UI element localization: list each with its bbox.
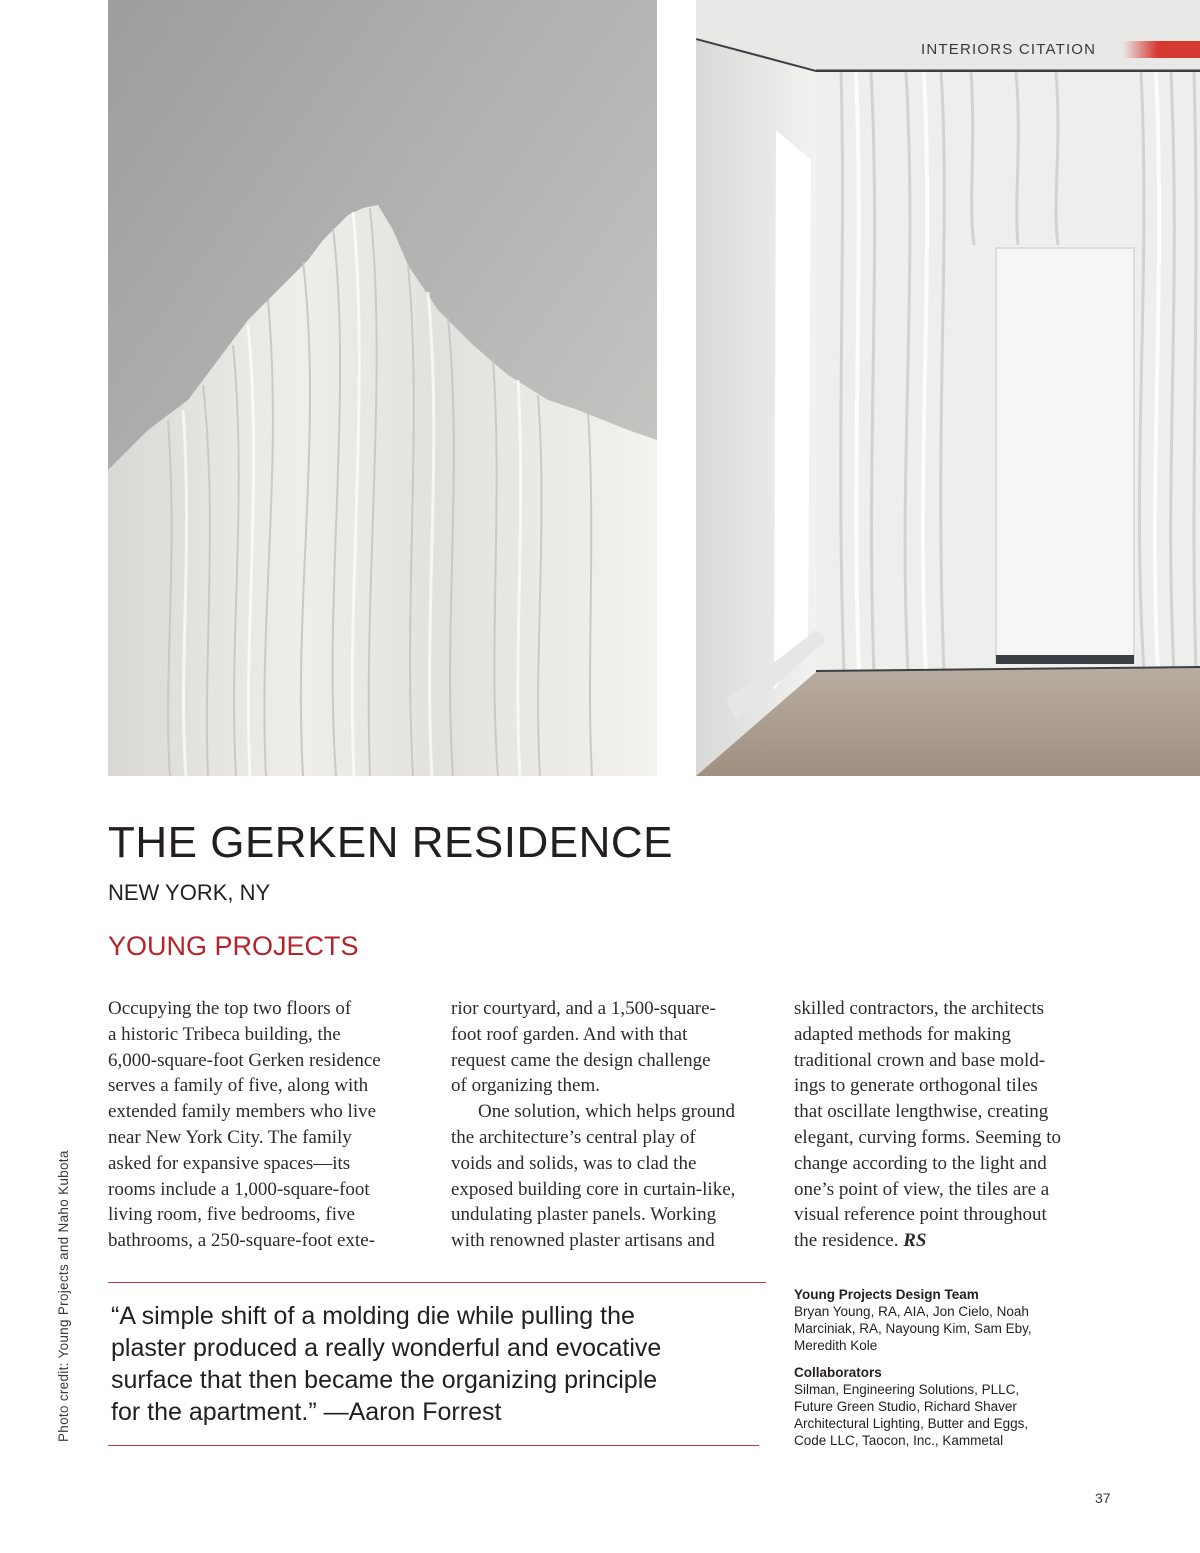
body-line: exposed building core in curtain-like, [451, 1178, 736, 1200]
body-line: extended family members who live [108, 1101, 377, 1123]
pull-quote-bottom-rule [108, 1445, 759, 1446]
body-line: undulating plaster panels. Working [451, 1204, 717, 1226]
credit-line: Meredith Kole [794, 1338, 878, 1353]
body-column-2 [451, 996, 771, 1254]
article-title: THE GERKEN RESIDENCE [108, 818, 673, 867]
body-column-3 [794, 996, 1104, 1254]
body-line: that oscillate lengthwise, creating [794, 1101, 1049, 1123]
body-line: rior courtyard, and a 1,500-square- [451, 998, 716, 1019]
body-line: skilled contractors, the architects [794, 998, 1045, 1019]
author-signoff: RS [903, 1230, 927, 1252]
body-line: with renowned plaster artisans and [451, 1230, 715, 1252]
credit-line: Architectural Lighting, Butter and Eggs, [794, 1416, 1029, 1431]
pull-quote-line: plaster produced a really wonderful and evocative [111, 1334, 662, 1362]
design-team-credits [794, 1286, 1032, 1354]
body-line: living room, five bedrooms, five [108, 1204, 355, 1226]
credit-line: Code LLC, Taocon, Inc., Kammetal [794, 1433, 1004, 1448]
photo-credit: Photo credit: Young Projects and Naho Kubota [56, 1150, 71, 1442]
collaborators-heading: Collaborators [794, 1365, 882, 1380]
collaborators-credits [794, 1364, 1028, 1449]
body-line: elegant, curving forms. Seeming to [794, 1126, 1061, 1148]
body-line: rooms include a 1,000-square-foot [108, 1178, 370, 1200]
pull-quote-line: surface that then became the organizing principle [111, 1366, 658, 1394]
design-team-heading: Young Projects Design Team [794, 1287, 979, 1302]
body-line: one’s point of view, the tiles are a [794, 1178, 1050, 1200]
section-accent-bar [1123, 41, 1200, 58]
photo-plaster-ceiling-detail [108, 0, 657, 776]
body-line: a historic Tribeca building, the [108, 1023, 341, 1045]
body-line: the architecture’s central play of [451, 1126, 696, 1148]
body-column-1 [108, 996, 428, 1254]
page-number: 37 [1095, 1490, 1111, 1506]
pull-quote [111, 1300, 771, 1428]
body-line: request came the design challenge [451, 1049, 711, 1071]
article-firm: YOUNG PROJECTS [108, 931, 359, 961]
body-line: serves a family of five, along with [108, 1075, 369, 1097]
credit-line: Silman, Engineering Solutions, PLLC, [794, 1382, 1020, 1397]
body-line: bathrooms, a 250-square-foot exte- [108, 1230, 375, 1252]
section-tag: INTERIORS CITATION [921, 41, 1097, 58]
pull-quote-line: for the apartment.” —Aaron Forrest [111, 1398, 502, 1426]
body-line: change according to the light and [794, 1152, 1047, 1174]
body-line: Occupying the top two floors of [108, 998, 352, 1019]
body-line: of organizing them. [451, 1075, 600, 1097]
photo-undulating-plaster-interior [696, 0, 1200, 776]
body-line: voids and solids, was to clad the [451, 1152, 697, 1174]
body-line: traditional crown and base mold- [794, 1049, 1046, 1071]
body-line-text: the residence. [794, 1230, 899, 1252]
body-line-last [794, 1228, 1104, 1254]
article-location: NEW YORK, NY [108, 880, 271, 905]
body-line: near New York City. The family [108, 1126, 352, 1148]
credit-line: Bryan Young, RA, AIA, Jon Cielo, Noah [794, 1304, 1029, 1319]
pull-quote-top-rule [108, 1282, 766, 1283]
body-line: adapted methods for making [794, 1023, 1011, 1045]
body-line: ings to generate orthogonal tiles [794, 1075, 1038, 1097]
credit-line: Future Green Studio, Richard Shaver [794, 1399, 1017, 1414]
body-line: visual reference point throughout [794, 1204, 1047, 1226]
credit-line: Marciniak, RA, Nayoung Kim, Sam Eby, [794, 1321, 1032, 1336]
body-line: foot roof garden. And with that [451, 1023, 688, 1045]
body-line: 6,000-square-foot Gerken residence [108, 1049, 381, 1071]
pull-quote-line: “A simple shift of a molding die while pulling the [111, 1302, 635, 1330]
body-line: asked for expansive spaces—its [108, 1152, 351, 1174]
body-line: One solution, which helps ground [478, 1101, 736, 1123]
